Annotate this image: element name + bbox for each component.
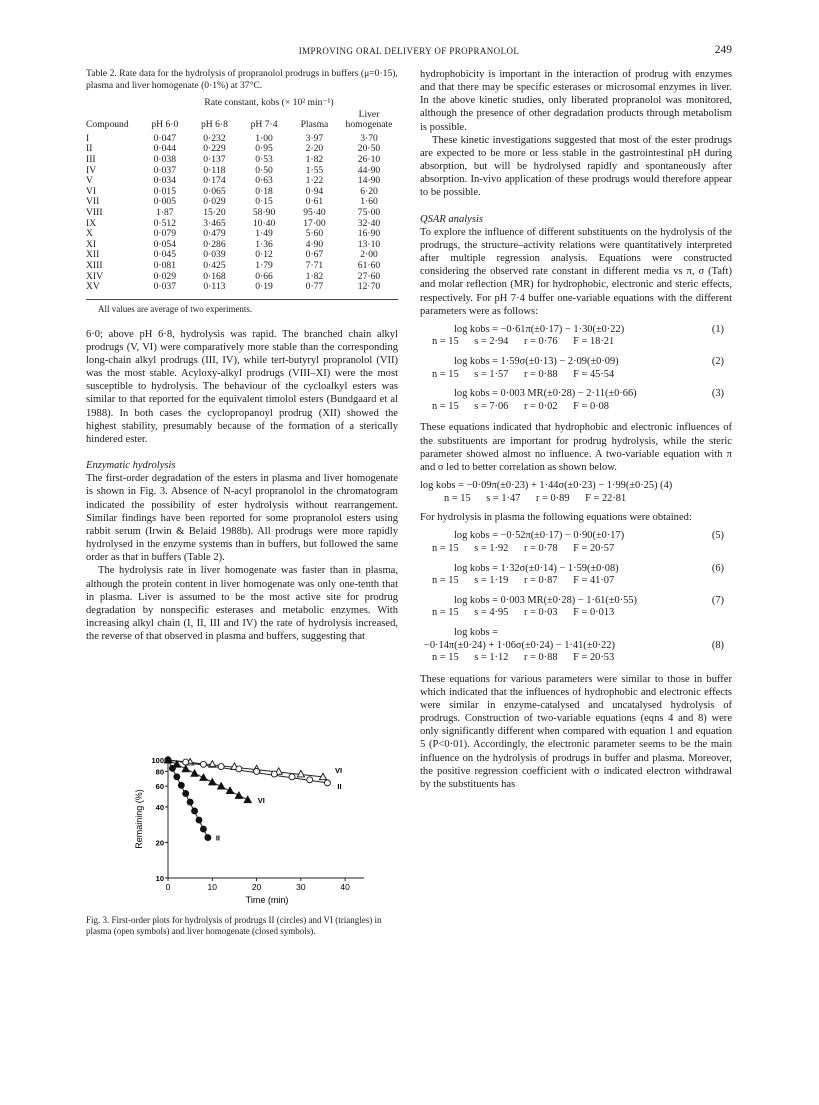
table-cell: XII bbox=[86, 249, 100, 261]
table-row bbox=[86, 155, 398, 166]
data-point-circle bbox=[200, 826, 206, 832]
table-column-header: pH 6·0 bbox=[151, 119, 179, 131]
table-cell: 0·039 bbox=[203, 249, 226, 261]
table-cell: IX bbox=[86, 217, 97, 229]
table-cell: 0·15 bbox=[255, 196, 273, 208]
table-column-header: Liver homogenate bbox=[345, 108, 393, 131]
data-point-triangle bbox=[200, 774, 207, 780]
table-cell: 0·425 bbox=[203, 259, 226, 271]
series-label-ii-liver: II bbox=[215, 833, 221, 843]
table-cell: 0·079 bbox=[153, 228, 176, 240]
table-cell: 0·94 bbox=[305, 185, 324, 197]
series-label-vi-liver: VI bbox=[257, 795, 265, 805]
table-cell: 3·70 bbox=[360, 132, 378, 144]
table-cell: 0·044 bbox=[153, 143, 176, 155]
data-point-triangle bbox=[209, 778, 216, 784]
table-cell: 1·82 bbox=[305, 153, 324, 165]
equation-5: log kobs = −0·52π(±0·17) − 0·90(±0·17) n = 15 s = 1·92 r = 0·78 F = 20·57 (5) bbox=[432, 530, 724, 554]
equation-2: log kobs = 1·59σ(±0·13) − 2·09(±0·09) n = 15 s = 1·57 r = 0·88 F = 45·54 (2) bbox=[432, 356, 724, 380]
enzymatic-heading: Enzymatic hydrolysis bbox=[86, 460, 176, 472]
table-cell: II bbox=[86, 143, 93, 155]
table-cell: 0·50 bbox=[255, 164, 273, 176]
table-cell: 0·66 bbox=[255, 270, 273, 282]
table-row bbox=[86, 187, 398, 198]
table-cell: 0·034 bbox=[153, 175, 176, 187]
data-point-triangle bbox=[244, 796, 251, 802]
table-cell: 0·045 bbox=[153, 249, 176, 261]
table-cell: 44·90 bbox=[357, 164, 381, 176]
table-row bbox=[86, 282, 398, 293]
figure-caption: Fig. 3. First-order plots for hydrolysis of prodrugs II (circles) and VI (triangles) in plasma (open symbols) and liver homogenate (closed symbols). bbox=[86, 915, 382, 936]
table-cell: IV bbox=[86, 164, 97, 176]
table-cell: 5·60 bbox=[305, 228, 324, 240]
data-point-circle bbox=[183, 791, 189, 797]
table-cell: III bbox=[86, 153, 96, 165]
table-cell: 32·40 bbox=[357, 217, 381, 229]
data-point-triangle bbox=[182, 765, 189, 771]
equation-6: log kobs = 1·32σ(±0·14) − 1·59(±0·08) n = 15 s = 1·19 r = 0·87 F = 41·07 (6) bbox=[432, 562, 724, 587]
table-cell: 0·286 bbox=[203, 238, 226, 250]
table-cell: 1·79 bbox=[255, 259, 273, 271]
y-tick-label: 40 bbox=[155, 802, 164, 812]
y-tick-label: 60 bbox=[155, 782, 164, 792]
table-row bbox=[86, 272, 398, 283]
data-point-circle bbox=[324, 780, 330, 786]
table-cell: 0·081 bbox=[153, 259, 176, 271]
table-cell: VII bbox=[86, 196, 100, 208]
table-cell: 0·77 bbox=[305, 281, 324, 293]
right-paragraph-1: hydrophobicity is important in the interaction of prodrug with enzymes and that there may be specific esterases or microsomal enzymes in liver. In the above kinetic studies, only liberated propranolol was monitored, although the presence of other degradation products through metabolism is possible. bbox=[420, 69, 732, 133]
equation-7: log kobs = 0·003 MR(±0·28) − 1·61(±0·55) n = 15 s = 4·95 r = 0·03 F = 0·013 (7) bbox=[432, 594, 724, 619]
table-row bbox=[86, 166, 398, 177]
data-point-circle bbox=[271, 771, 277, 777]
table-cell: 95·40 bbox=[303, 206, 326, 218]
table-cell: 1·55 bbox=[305, 164, 324, 176]
page-header bbox=[86, 44, 732, 60]
data-point-circle bbox=[196, 817, 202, 823]
table-cell: 0·047 bbox=[153, 132, 176, 144]
table-cell: 0·67 bbox=[305, 249, 324, 261]
table-cell: 7·71 bbox=[305, 259, 324, 271]
table-cell: 1·49 bbox=[255, 228, 273, 240]
x-tick-label: 30 bbox=[296, 882, 306, 892]
data-point-circle bbox=[289, 774, 295, 780]
y-tick-label: 80 bbox=[155, 767, 164, 777]
data-point-circle bbox=[192, 808, 198, 814]
table-cell: 0·038 bbox=[153, 153, 176, 165]
table-footnote: All values are average of two experiments. bbox=[98, 303, 253, 314]
table-cell: X bbox=[86, 228, 93, 240]
data-point-circle bbox=[218, 764, 224, 770]
rate-table bbox=[86, 95, 398, 293]
equation-1: log kobs = −0·61π(±0·17) − 1·30(±0·22) n = 15 s = 2·94 r = 0·76 F = 18·21 (1) bbox=[432, 323, 724, 348]
right-column bbox=[420, 68, 732, 791]
table-row bbox=[86, 240, 398, 251]
table-cell: 16·90 bbox=[357, 228, 381, 240]
table-cell: 20·50 bbox=[357, 143, 381, 155]
table-cell: 0·19 bbox=[255, 281, 273, 293]
table-cell: 0·029 bbox=[153, 270, 176, 282]
left-paragraph-2: The first-order degradation of the esters in plasma and liver homogenate is shown in Fig. 3. Absence of N-acyl propranolol in the chromatogram indicated the possibility of ester hydrolysis without rearrangement. Similar findings have been reported for some propranolol esters using rabbit serum (Irwin & Belaid 1988b). All prodrugs were more rapidly hydrolysed in the enzyme systems than in buffers, but followed the same order as that in buffers (Table 2). bbox=[86, 473, 398, 564]
data-point-circle bbox=[183, 759, 189, 765]
x-tick-label: 10 bbox=[207, 882, 218, 892]
data-point-circle bbox=[169, 765, 175, 771]
table-group-header: Rate constant, kobs (× 10² min⁻¹) bbox=[204, 97, 334, 108]
table-row bbox=[86, 176, 398, 187]
table-cell: 3·97 bbox=[305, 132, 324, 144]
table-cell: XV bbox=[86, 281, 100, 293]
table-row bbox=[86, 132, 398, 145]
table-cell: 0·12 bbox=[255, 249, 273, 261]
x-tick-label: 40 bbox=[340, 882, 350, 892]
table-cell: 0·232 bbox=[203, 132, 226, 144]
table-row bbox=[86, 144, 398, 155]
table-cell: 0·168 bbox=[203, 270, 226, 282]
data-point-circle bbox=[165, 757, 171, 763]
table-cell: 0·95 bbox=[255, 143, 273, 155]
right-paragraph-3: To explore the influence of different substituents on the hydrolysis of the prodrugs, the structure–activity relations were quantitatively interpreted after multiple regression analysis. Equations were constructed considering the observed rate constant in different media vs π, σ (Taft) and molar reflection (MR) for hydrophobic, electronic and steric effects, respectively. For pH 7·4 buffer one-variable equations with the different parameters were as follows: bbox=[420, 226, 732, 317]
table-cell: 58·90 bbox=[252, 206, 276, 218]
table-cell: 13·10 bbox=[357, 238, 381, 250]
table-cell: 4·90 bbox=[305, 238, 324, 250]
right-paragraph-5: For hydrolysis in plasma the following equations were obtained: bbox=[420, 512, 692, 524]
table-cell: 0·479 bbox=[203, 228, 226, 240]
table-cell: 26·10 bbox=[357, 153, 381, 165]
table-cell: XI bbox=[86, 238, 97, 250]
table-cell: 0·015 bbox=[153, 185, 176, 197]
data-point-circle bbox=[174, 774, 180, 780]
table-row bbox=[86, 208, 398, 219]
data-point-circle bbox=[307, 777, 313, 783]
data-point-triangle bbox=[191, 770, 198, 776]
table-cell: XIV bbox=[86, 270, 104, 282]
series-label-vi-plasma: VI bbox=[335, 765, 343, 775]
equation-4: log kobs = −0·09π(±0·23) + 1·44σ(±0·23) − 1·99(±0·25) (4) n = 15 s = 1·47 r = 0·89 F = 22·81 bbox=[420, 480, 673, 504]
figure-3-plot bbox=[86, 742, 398, 910]
table-cell: 1·60 bbox=[360, 196, 378, 208]
data-point-triangle bbox=[226, 787, 233, 793]
y-tick-label: 100 bbox=[151, 756, 164, 765]
left-paragraph-3: The hydrolysis rate in liver homogenate was faster than in plasma, although the protein content in liver homogenate was only one-tenth that in plasma. Liver is assumed to be the most active site for prodrug degradation by nonspecific esterases and metabolic enzymes. With increasing alkyl chain (I, II, III and IV) the rate of hydrolysis increased, the reverse of that observed in plasma and buffers, suggesting that bbox=[86, 565, 398, 643]
table-cell: 10·40 bbox=[252, 217, 276, 229]
right-paragraph-6: These equations for various parameters were similar to those in buffer which indicated that the influences of hydrophobic and electronic effects were similar in enzyme-catalysed and uncatalysed hydrolysis of prodrugs. Construction of two-variable equations (eqns 4 and 8) were only significantly different when compared with equation 1 and equation 5 (P<0·01). Accordingly, the electronic parameter seems to be the main influence on the hydrolysis of prodrugs in buffer and plasma. Moreover, the positive regression coefficient with σ indicated electron withdrawal by the substituents has bbox=[420, 673, 732, 790]
x-axis-label: Time (min) bbox=[245, 895, 289, 905]
data-point-circle bbox=[178, 782, 184, 788]
left-paragraph-1: 6·0; above pH 6·8, hydrolysis was rapid. The branched chain alkyl prodrugs (V, VI) were comparatively more stable than the corresponding long-chain alkyl prodrugs (III, IV), while tert-butyryl propranolol (VII) was the most stable. Acyloxy-alkyl prodrugs (VIII–XI) were the most susceptible to hydrolysis. The behaviour of the cycloalkyl esters was similar to that reported for the equivalent timolol esters (Bundgaard et al 1988). In both cases the cyclopropanoyl prodrug (XII) showed the highest stability, presumably because of the formation of a sterically hindered ester. bbox=[86, 328, 398, 445]
table-column-header: pH 6·8 bbox=[200, 119, 228, 131]
right-paragraph-2: These kinetic investigations suggested that most of the ester prodrugs are expected to be more or less stable in the gastrointestinal pH during absorption, but will be hydrolysed rapidly and spontaneously after absorption. In-vivo application of these prodrugs would therefore appear to be possible. bbox=[420, 134, 732, 199]
table-cell: XIII bbox=[86, 259, 103, 271]
table-cell: 0·118 bbox=[203, 164, 226, 176]
x-tick-label: 0 bbox=[165, 882, 171, 892]
table-cell: 12·70 bbox=[357, 281, 381, 293]
y-tick-label: 10 bbox=[155, 874, 164, 883]
table-cell: 0·037 bbox=[153, 164, 176, 176]
table-row bbox=[86, 219, 398, 230]
y-axis-label: Remaining (%) bbox=[134, 789, 144, 849]
table-cell: 2·20 bbox=[305, 143, 324, 155]
page-number: 249 bbox=[714, 44, 732, 56]
table-cell: 61·60 bbox=[357, 259, 381, 271]
table-column-header: Compound bbox=[86, 119, 129, 131]
qsar-heading: QSAR analysis bbox=[420, 213, 483, 225]
table-rule bbox=[86, 299, 398, 300]
table-cell: 0·18 bbox=[255, 185, 273, 197]
table-cell: 27·60 bbox=[357, 270, 381, 282]
table-cell: 0·065 bbox=[203, 185, 226, 197]
y-tick-label: 20 bbox=[155, 838, 164, 848]
table-cell: 0·229 bbox=[203, 143, 226, 155]
table-cell: VI bbox=[86, 185, 97, 197]
table-cell: V bbox=[86, 175, 93, 187]
table-row bbox=[86, 229, 398, 240]
left-column bbox=[86, 68, 398, 643]
data-point-circle bbox=[236, 766, 242, 772]
table-caption: Table 2. Rate data for the hydrolysis of propranolol prodrugs in buffers (μ=0·15), plasma and liver homogenate (0·1%) at 37°C. bbox=[86, 68, 398, 91]
table-cell: 1·82 bbox=[305, 270, 324, 282]
table-row bbox=[86, 250, 398, 261]
equation-8: log kobs = −0·14π(±0·24) + 1·06σ(±0·24) − 1·41(±0·22) n = 15 s = 1·12 r = 0·88 F = 20·53 (8) bbox=[424, 626, 724, 664]
table-cell: 1·00 bbox=[255, 132, 273, 144]
table-column-header: pH 7·4 bbox=[250, 119, 278, 131]
table-cell: 2·00 bbox=[360, 249, 378, 261]
table-row bbox=[86, 197, 398, 208]
table-cell: 0·512 bbox=[153, 217, 176, 229]
data-point-circle bbox=[200, 761, 206, 767]
table-cell: 1·36 bbox=[255, 238, 273, 250]
table-column-header: Plasma bbox=[300, 119, 329, 131]
data-point-circle bbox=[187, 799, 193, 805]
table-row bbox=[86, 261, 398, 272]
table-cell: 75·00 bbox=[357, 206, 381, 218]
table-cell: VIII bbox=[86, 206, 103, 218]
table-cell: 0·137 bbox=[203, 153, 226, 165]
table-cell: 0·61 bbox=[305, 196, 324, 208]
table-cell: 0·174 bbox=[203, 175, 226, 187]
table-cell: 17·00 bbox=[303, 217, 326, 229]
table-cell: 0·037 bbox=[153, 281, 176, 293]
table-cell: 0·53 bbox=[255, 153, 273, 165]
table-cell: 0·029 bbox=[203, 196, 226, 208]
equation-3: log kobs = 0·003 MR(±0·28) − 2·11(±0·66) n = 15 s = 7·06 r = 0·02 F = 0·08 (3) bbox=[432, 388, 724, 412]
figure-3 bbox=[86, 742, 398, 948]
right-paragraph-4: These equations indicated that hydrophobic and electronic influences of the substituents are important for prodrug hydrolysis, while the steric parameter showed almost no influence. A two-variable equation with π and σ led to better correlation as shown below. bbox=[420, 422, 732, 473]
data-point-circle bbox=[205, 835, 211, 841]
table-cell: 0·005 bbox=[153, 196, 176, 208]
table-cell: 0·63 bbox=[255, 175, 273, 187]
data-point-circle bbox=[254, 768, 260, 774]
series-label-ii-plasma: II bbox=[337, 781, 342, 791]
table-cell: 0·054 bbox=[153, 238, 176, 250]
table-cell: 0·113 bbox=[203, 281, 226, 293]
table-cell: 14·90 bbox=[357, 175, 381, 187]
running-title: IMPROVING ORAL DELIVERY OF PROPRANOLOL bbox=[298, 46, 520, 56]
x-tick-label: 20 bbox=[251, 882, 262, 892]
table-cell: 1·22 bbox=[305, 175, 324, 187]
table-cell: 6·20 bbox=[360, 185, 378, 197]
table-cell: I bbox=[86, 132, 90, 144]
table-cell: 15·20 bbox=[203, 206, 226, 218]
table-cell: 3·465 bbox=[203, 217, 226, 229]
data-point-triangle bbox=[235, 792, 242, 798]
table-cell: 1·87 bbox=[156, 206, 174, 218]
